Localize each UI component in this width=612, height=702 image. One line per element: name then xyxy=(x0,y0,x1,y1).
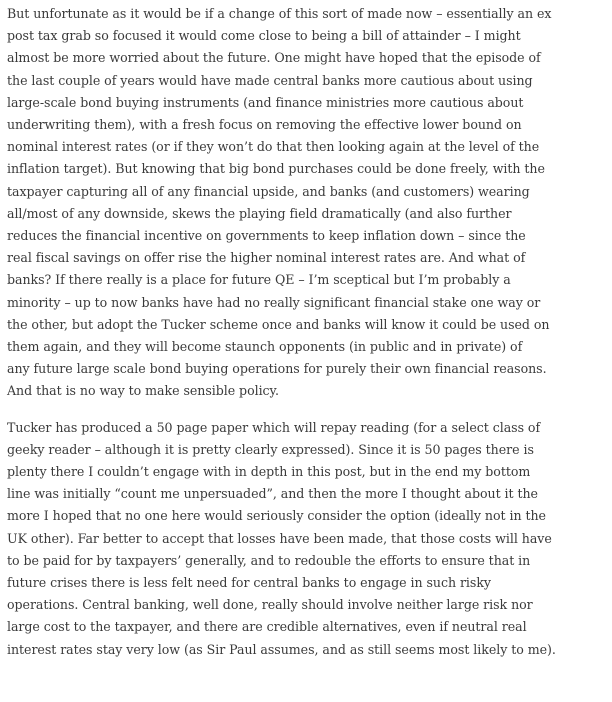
text-line: large cost to the taxpayer, and there are credible alternatives, even if neutral real xyxy=(7,619,527,635)
text-line: plenty there I couldn’t engage with in depth in this post, but in the end my bottom xyxy=(7,464,531,480)
text-line: the last couple of years would have made central banks more cautious about using xyxy=(7,72,533,88)
text-line: geeky reader – although it is pretty clearly expressed). Since it is 50 pages there is xyxy=(7,441,534,457)
paragraph-1 xyxy=(7,3,607,403)
text-line: And that is no way to make sensible policy. xyxy=(7,383,279,399)
text-line: almost be more worried about the future. One might have hoped that the episode of xyxy=(7,50,541,66)
text-line: Tucker has produced a 50 page paper which will repay reading (for a select class of xyxy=(7,419,541,435)
text-line: interest rates stay very low (as Sir Paul assumes, and as still seems most likely to me). xyxy=(7,641,556,657)
text-line: large-scale bond buying instruments (and finance ministries more cautious about xyxy=(7,94,524,110)
text-line: reduces the financial incentive on governments to keep inflation down – since the xyxy=(7,228,526,244)
text-line: taxpayer capturing all of any financial upside, and banks (and customers) wearing xyxy=(7,183,530,199)
text-line: minority – up to now banks have had no really significant financial stake one way or xyxy=(7,294,541,310)
text-line: banks? If there really is a place for future QE – I’m sceptical but I’m probably a xyxy=(7,272,511,288)
text-line: But unfortunate as it would be if a change of this sort of made now – essentially an ex xyxy=(7,6,552,21)
text-line: post tax grab so focused it would come close to being a bill of attainder – I might xyxy=(7,28,521,44)
text-line: line was initially “count me unpersuaded”, and then the more I thought about it the xyxy=(7,486,538,502)
text-line: to be paid for by taxpayers’ generally, and to redouble the efforts to ensure that in xyxy=(7,552,531,568)
text-line: more I hoped that no one here would seriously consider the option (ideally not in the xyxy=(7,508,546,524)
text-line: inflation target). But knowing that big bond purchases could be done freely, with the xyxy=(7,161,545,177)
text-line: future crises there is less felt need for central banks to engage in such risky xyxy=(7,575,491,591)
article-body xyxy=(7,3,607,675)
text-line: any future large scale bond buying operations for purely their own financial reasons. xyxy=(7,361,547,377)
text-line: nominal interest rates (or if they won’t do that then looking again at the level of the xyxy=(7,139,540,155)
paragraph-2 xyxy=(7,417,607,661)
text-line: them again, and they will become staunch opponents (in public and in private) of xyxy=(7,339,523,355)
text-line: UK other). Far better to accept that losses have been made, that those costs will have xyxy=(7,530,552,546)
text-line: the other, but adopt the Tucker scheme once and banks will know it could be used on xyxy=(7,316,550,332)
text-line: underwriting them), with a fresh focus on removing the effective lower bound on xyxy=(7,117,522,133)
text-line: all/most of any downside, skews the playing field dramatically (and also further xyxy=(7,205,512,221)
text-line: real fiscal savings on offer rise the higher nominal interest rates are. And what of xyxy=(7,250,526,266)
text-line: operations. Central banking, well done, really should involve neither large risk nor xyxy=(7,597,533,613)
